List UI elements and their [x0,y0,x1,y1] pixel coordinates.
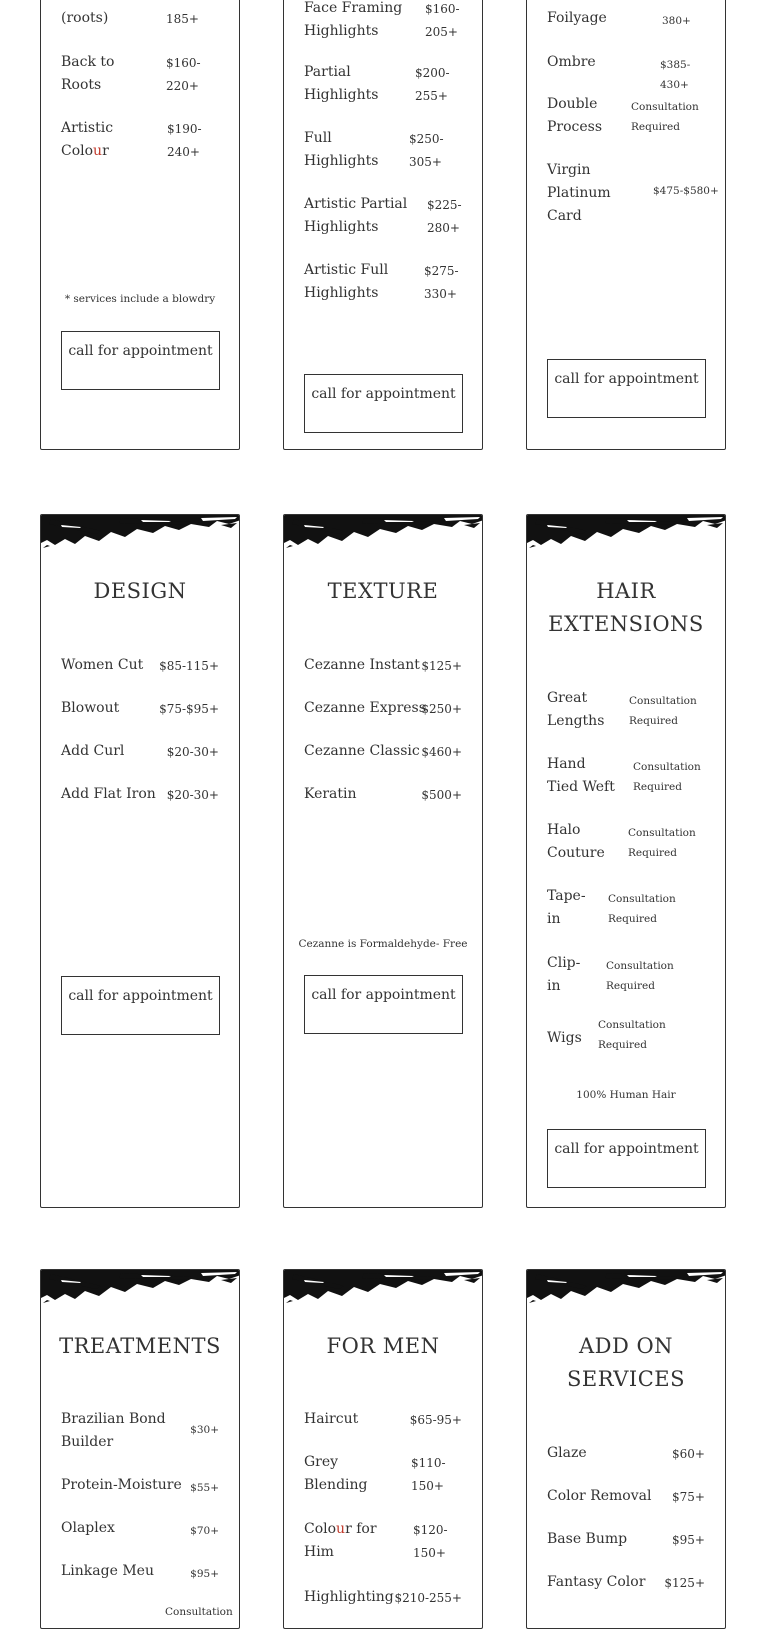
item-name: Fantasy Color [547,1574,646,1590]
card-title: FOR MEN [326,1334,440,1358]
menu-item [304,740,462,759]
card-title: DESIGN [93,579,187,603]
services-note: * services include a blowdry [64,293,216,305]
menu-item [547,885,705,927]
menu-item [547,1485,705,1504]
call-for-appointment-button[interactable]: call for appointment [304,975,463,1034]
item-name: Face Framing Highlights [304,0,403,39]
item-price: Consultation Required [608,893,676,925]
menu-item [61,1474,219,1494]
menu-item [304,1586,462,1605]
card-texture [283,514,483,1208]
item-name: Partial Highlights [304,64,379,103]
item-price: $200- 255+ [415,66,450,103]
item-name: Grey Blending [304,1454,368,1493]
item-name: Highlighting [304,1589,394,1605]
item-price: Consultation Required [598,1019,666,1051]
menu-item [304,193,462,235]
item-price: $75+ [672,1490,705,1504]
menu-item [61,1408,219,1450]
item-price: $75-$95+ [159,702,219,716]
item-name: Artistic Colour [61,120,114,159]
item-price: $110- 150+ [411,1456,446,1493]
item-name: Back to Roots [61,54,115,93]
brush-stroke-decoration [284,1270,483,1304]
call-for-appointment-button[interactable]: call for appointment [61,331,220,390]
menu-item [61,783,219,802]
menu-item [547,819,705,861]
card-hair-extensions [526,514,726,1208]
item-name: Glaze [547,1445,587,1461]
call-for-appointment-button[interactable]: call for appointment [304,374,463,433]
item-name: Brazilian Bond Builder [61,1411,166,1450]
menu-item [61,654,219,673]
item-name: Halo Couture [547,822,605,861]
menu-item [547,159,719,224]
item-name: (roots) [61,10,109,26]
item-name: Artistic Partial Highlights [304,196,408,235]
menu-item [61,51,219,93]
item-price: $20-30+ [166,788,219,802]
item-price: Consultation [165,1606,233,1618]
menu-item [304,783,462,802]
call-for-appointment-button[interactable]: call for appointment [61,976,220,1035]
item-price: $250+ [421,702,462,716]
item-price: $460+ [421,745,462,759]
item-price: Consultation Required [631,101,699,133]
card-treatments [40,1269,240,1629]
item-price: $95+ [190,1568,219,1580]
card-add-on-services [526,1269,726,1629]
menu-item [547,51,705,91]
brush-stroke-decoration [527,1270,726,1304]
item-name: Color Removal [547,1488,652,1504]
item-name: Cezanne Instant [304,657,420,673]
item-name: Double Process [547,96,603,135]
item-price: 185+ [166,12,199,26]
item-price: $160- 220+ [166,56,201,93]
item-price: $125+ [421,659,462,673]
item-price: $385-430+ [660,59,691,91]
item-price: $475-$580+ [653,185,719,197]
menu-item [304,1518,462,1560]
menu-item [61,1560,219,1580]
item-price: $250- 305+ [409,132,444,169]
item-price: $125+ [664,1576,705,1590]
menu-item [547,7,705,27]
item-name: Clip- in [547,955,581,994]
item-price: $120- 150+ [413,1523,448,1560]
item-name: Cezanne Classic [304,743,420,759]
item-name: Colour for Him [304,1521,377,1560]
item-name: Artistic Full Highlights [304,262,389,301]
item-price: 380+ [662,15,691,27]
menu-item [304,697,462,716]
call-for-appointment-button[interactable]: call for appointment [547,1129,706,1188]
item-name: Base Bump [547,1531,628,1547]
card-title: TEXTURE [327,579,439,603]
item-name: Haircut [304,1411,359,1427]
menu-item [547,1571,705,1590]
item-price: $55+ [190,1482,219,1494]
menu-item [547,93,705,135]
card-title: HAIR EXTENSIONS [548,579,704,636]
menu-item [547,753,705,795]
item-name: Add Flat Iron [61,786,156,802]
menu-item [547,1442,705,1461]
item-price: $30+ [190,1424,219,1436]
menu-item [304,1451,462,1493]
item-price: $60+ [672,1447,705,1461]
item-name: Virgin Platinum Card [547,162,611,224]
item-price: $20-30+ [166,745,219,759]
item-name: Hand Tied Weft [547,756,615,795]
menu-item [304,61,462,103]
menu-item [61,740,219,759]
brush-stroke-decoration [41,1270,240,1304]
menu-item [547,1019,705,1051]
item-price: $70+ [190,1525,219,1537]
menu-item [547,1528,705,1547]
brush-stroke-decoration [527,515,726,549]
item-price: Consultation Required [633,761,701,793]
item-price: Consultation Required [606,960,674,992]
menu-item [61,117,219,159]
item-price: $160- 205+ [425,2,460,39]
brush-stroke-decoration [284,515,483,549]
item-name: Full Highlights [304,130,379,169]
card-for-men [283,1269,483,1629]
item-name: Ombre [547,54,596,70]
brush-stroke-decoration [41,515,240,549]
item-name: Add Curl [61,743,125,759]
item-price: $275- 330+ [424,264,459,301]
item-name: Tape- in [547,888,586,927]
menu-item [61,1517,219,1537]
item-name: Cezanne Express [304,700,426,716]
item-name: Keratin [304,786,357,802]
item-price: $95+ [672,1533,705,1547]
call-for-appointment-button[interactable]: call for appointment [547,359,706,418]
item-price: $190- 240+ [167,122,202,159]
item-price: $65-95+ [409,1413,462,1427]
menu-item [61,7,219,26]
item-name: Foilyage [547,10,607,26]
menu-item [304,259,462,301]
item-name: Olaplex [61,1520,115,1536]
human-hair-note: 100% Human Hair [576,1089,676,1101]
item-price: $85-115+ [159,659,219,673]
card-title: ADD ON SERVICES [566,1334,686,1391]
card-title: TREATMENTS [59,1334,221,1358]
menu-item [304,127,462,169]
item-price: $225- 280+ [427,198,462,235]
card-highlights [283,0,483,450]
menu-item [304,1408,462,1427]
card-color-touchup [40,0,240,450]
item-price: Consultation Required [629,695,697,727]
item-name: Blowout [61,700,120,716]
menu-item [61,1598,233,1618]
item-name: Women Cut [61,657,144,673]
item-price: $210-255+ [394,1591,462,1605]
card-balayage [526,0,726,450]
menu-item [61,697,219,716]
item-name: Wigs [547,1030,582,1046]
item-name: Great Lengths [547,690,605,729]
item-name: Protein-Moisture [61,1477,182,1493]
menu-item [304,654,462,673]
item-price: $500+ [421,788,462,802]
formaldehyde-note: Cezanne is Formaldehyde- Free [298,938,468,950]
card-design [40,514,240,1208]
menu-item [547,687,705,729]
menu-item [547,952,705,994]
item-price: Consultation Required [628,827,696,859]
item-name: Linkage Meu [61,1563,154,1579]
